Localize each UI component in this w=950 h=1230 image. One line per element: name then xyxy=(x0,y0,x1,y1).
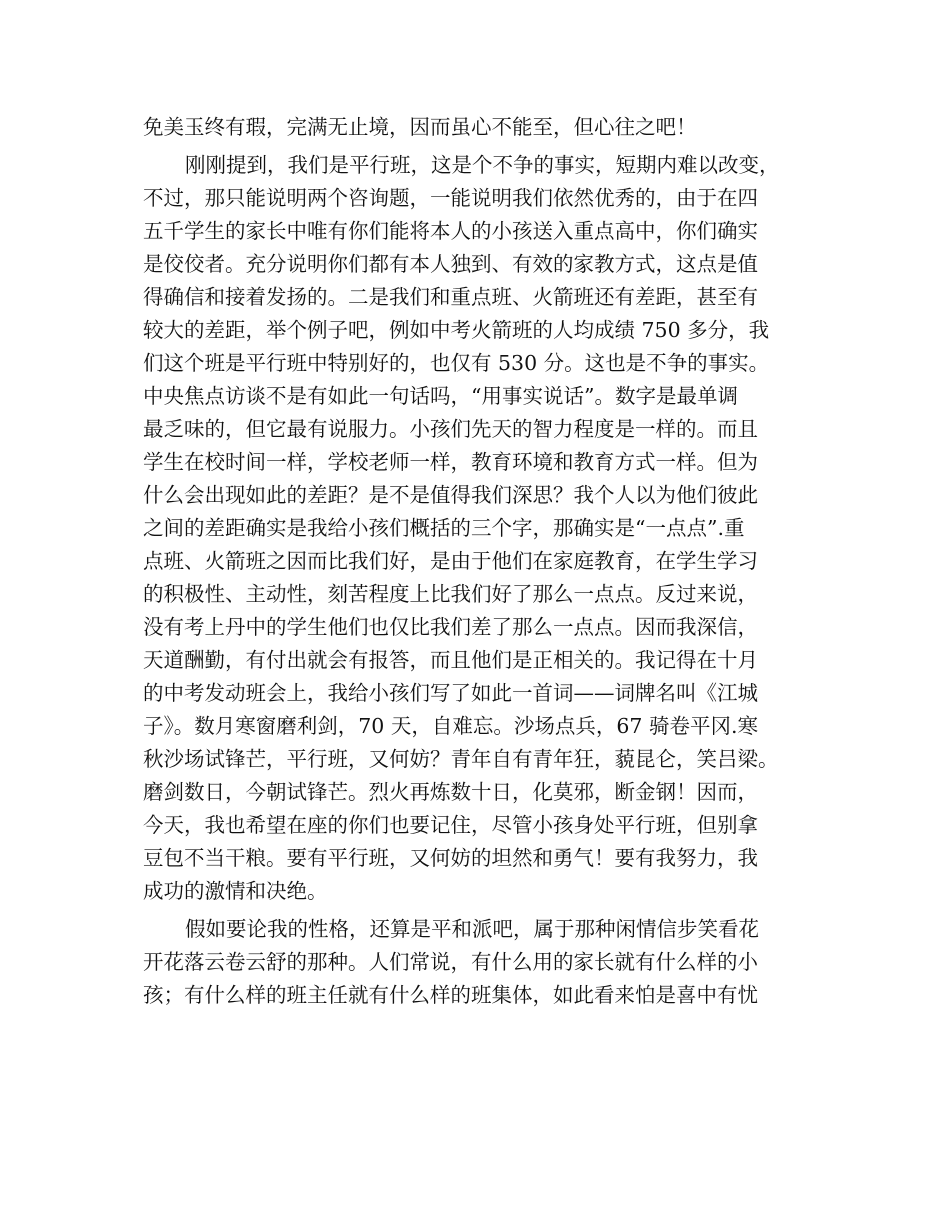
text-line: 孩；有什么样的班主任就有什么样的班集体，如此看来怕是喜中有忧 xyxy=(143,983,758,1007)
text-line: 五千学生的家长中唯有你们能将本人的小孩送入重点高中，你们确实 xyxy=(143,219,758,243)
document-body xyxy=(143,111,843,1012)
text-line: 是佼佼者。充分说明你们都有本人独到、有效的家教方式，这点是值 xyxy=(143,252,758,276)
paragraph xyxy=(143,913,843,1012)
text-line: 点班、火箭班之因而比我们好，是由于他们在家庭教育，在学生学习 xyxy=(143,549,758,573)
text-line: 子》。数月寒窗磨利剑，70 天，自难忘。沙场点兵，67 骑卷平冈.寒 xyxy=(143,714,758,738)
text-line: 们这个班是平行班中特别好的，也仅有 530 分。这也是不争的事实。 xyxy=(143,351,770,375)
text-line: 天道酬勤，有付出就会有报答，而且他们是正相关的。我记得在十月 xyxy=(143,648,758,672)
text-line: 之间的差距确实是我给小孩们概括的三个字，那确实是“一点点”.重 xyxy=(143,516,745,540)
text-line: 较大的差距，举个例子吧，例如中考火箭班的人均成绩 750 多分，我 xyxy=(143,318,770,342)
text-line: 秋沙场试锋芒，平行班，又何妨？青年自有青年狂，藐昆仑，笑吕梁。 xyxy=(143,747,779,771)
text-line: 什么会出现如此的差距？是不是值得我们深思？我个人以为他们彼此 xyxy=(143,483,758,507)
text-line: 的积极性、主动性，刻苦程度上比我们好了那么一点点。反过来说， xyxy=(143,582,758,606)
text-line: 今天，我也希望在座的你们也要记住，尽管小孩身处平行班，但别拿 xyxy=(143,813,758,837)
text-line: 学生在校时间一样，学校老师一样，教育环境和教育方式一样。但为 xyxy=(143,450,758,474)
text-line: 开花落云卷云舒的那种。人们常说，有什么用的家长就有什么样的小 xyxy=(143,950,758,974)
text-line: 免美玉终有瑕，完满无止境，因而虽心不能至，但心往之吧！ xyxy=(143,115,697,139)
text-line: 最乏味的，但它最有说服力。小孩们先天的智力程度是一样的。而且 xyxy=(143,417,758,441)
text-line: 得确信和接着发扬的。二是我们和重点班、火箭班还有差距，甚至有 xyxy=(143,285,758,309)
text-line: 假如要论我的性格，还算是平和派吧，属于那种闲情信步笑看花 xyxy=(185,917,759,941)
text-line: 的中考发动班会上，我给小孩们写了如此一首词——词牌名叫《江城 xyxy=(143,681,758,705)
text-line: 不过，那只能说明两个咨询题，一能说明我们依然优秀的，由于在四 xyxy=(143,186,758,210)
paragraph xyxy=(143,111,843,144)
text-line: 没有考上丹中的学生他们也仅比我们差了那么一点点。因而我深信， xyxy=(143,615,758,639)
text-line: 磨剑数日，今朝试锋芒。烈火再炼数十日，化莫邪，断金钢！因而， xyxy=(143,780,758,804)
text-line: 刚刚提到，我们是平行班，这是个不争的事实，短期内难以改变， xyxy=(185,153,780,177)
text-line: 豆包不当干粮。要有平行班，又何妨的坦然和勇气！要有我努力，我 xyxy=(143,846,758,870)
paragraph xyxy=(143,149,843,908)
text-line: 成功的激情和决绝。 xyxy=(143,879,328,903)
text-line: 中央焦点访谈不是有如此一句话吗，“用事实说话”。数字是最单调 xyxy=(143,384,738,408)
